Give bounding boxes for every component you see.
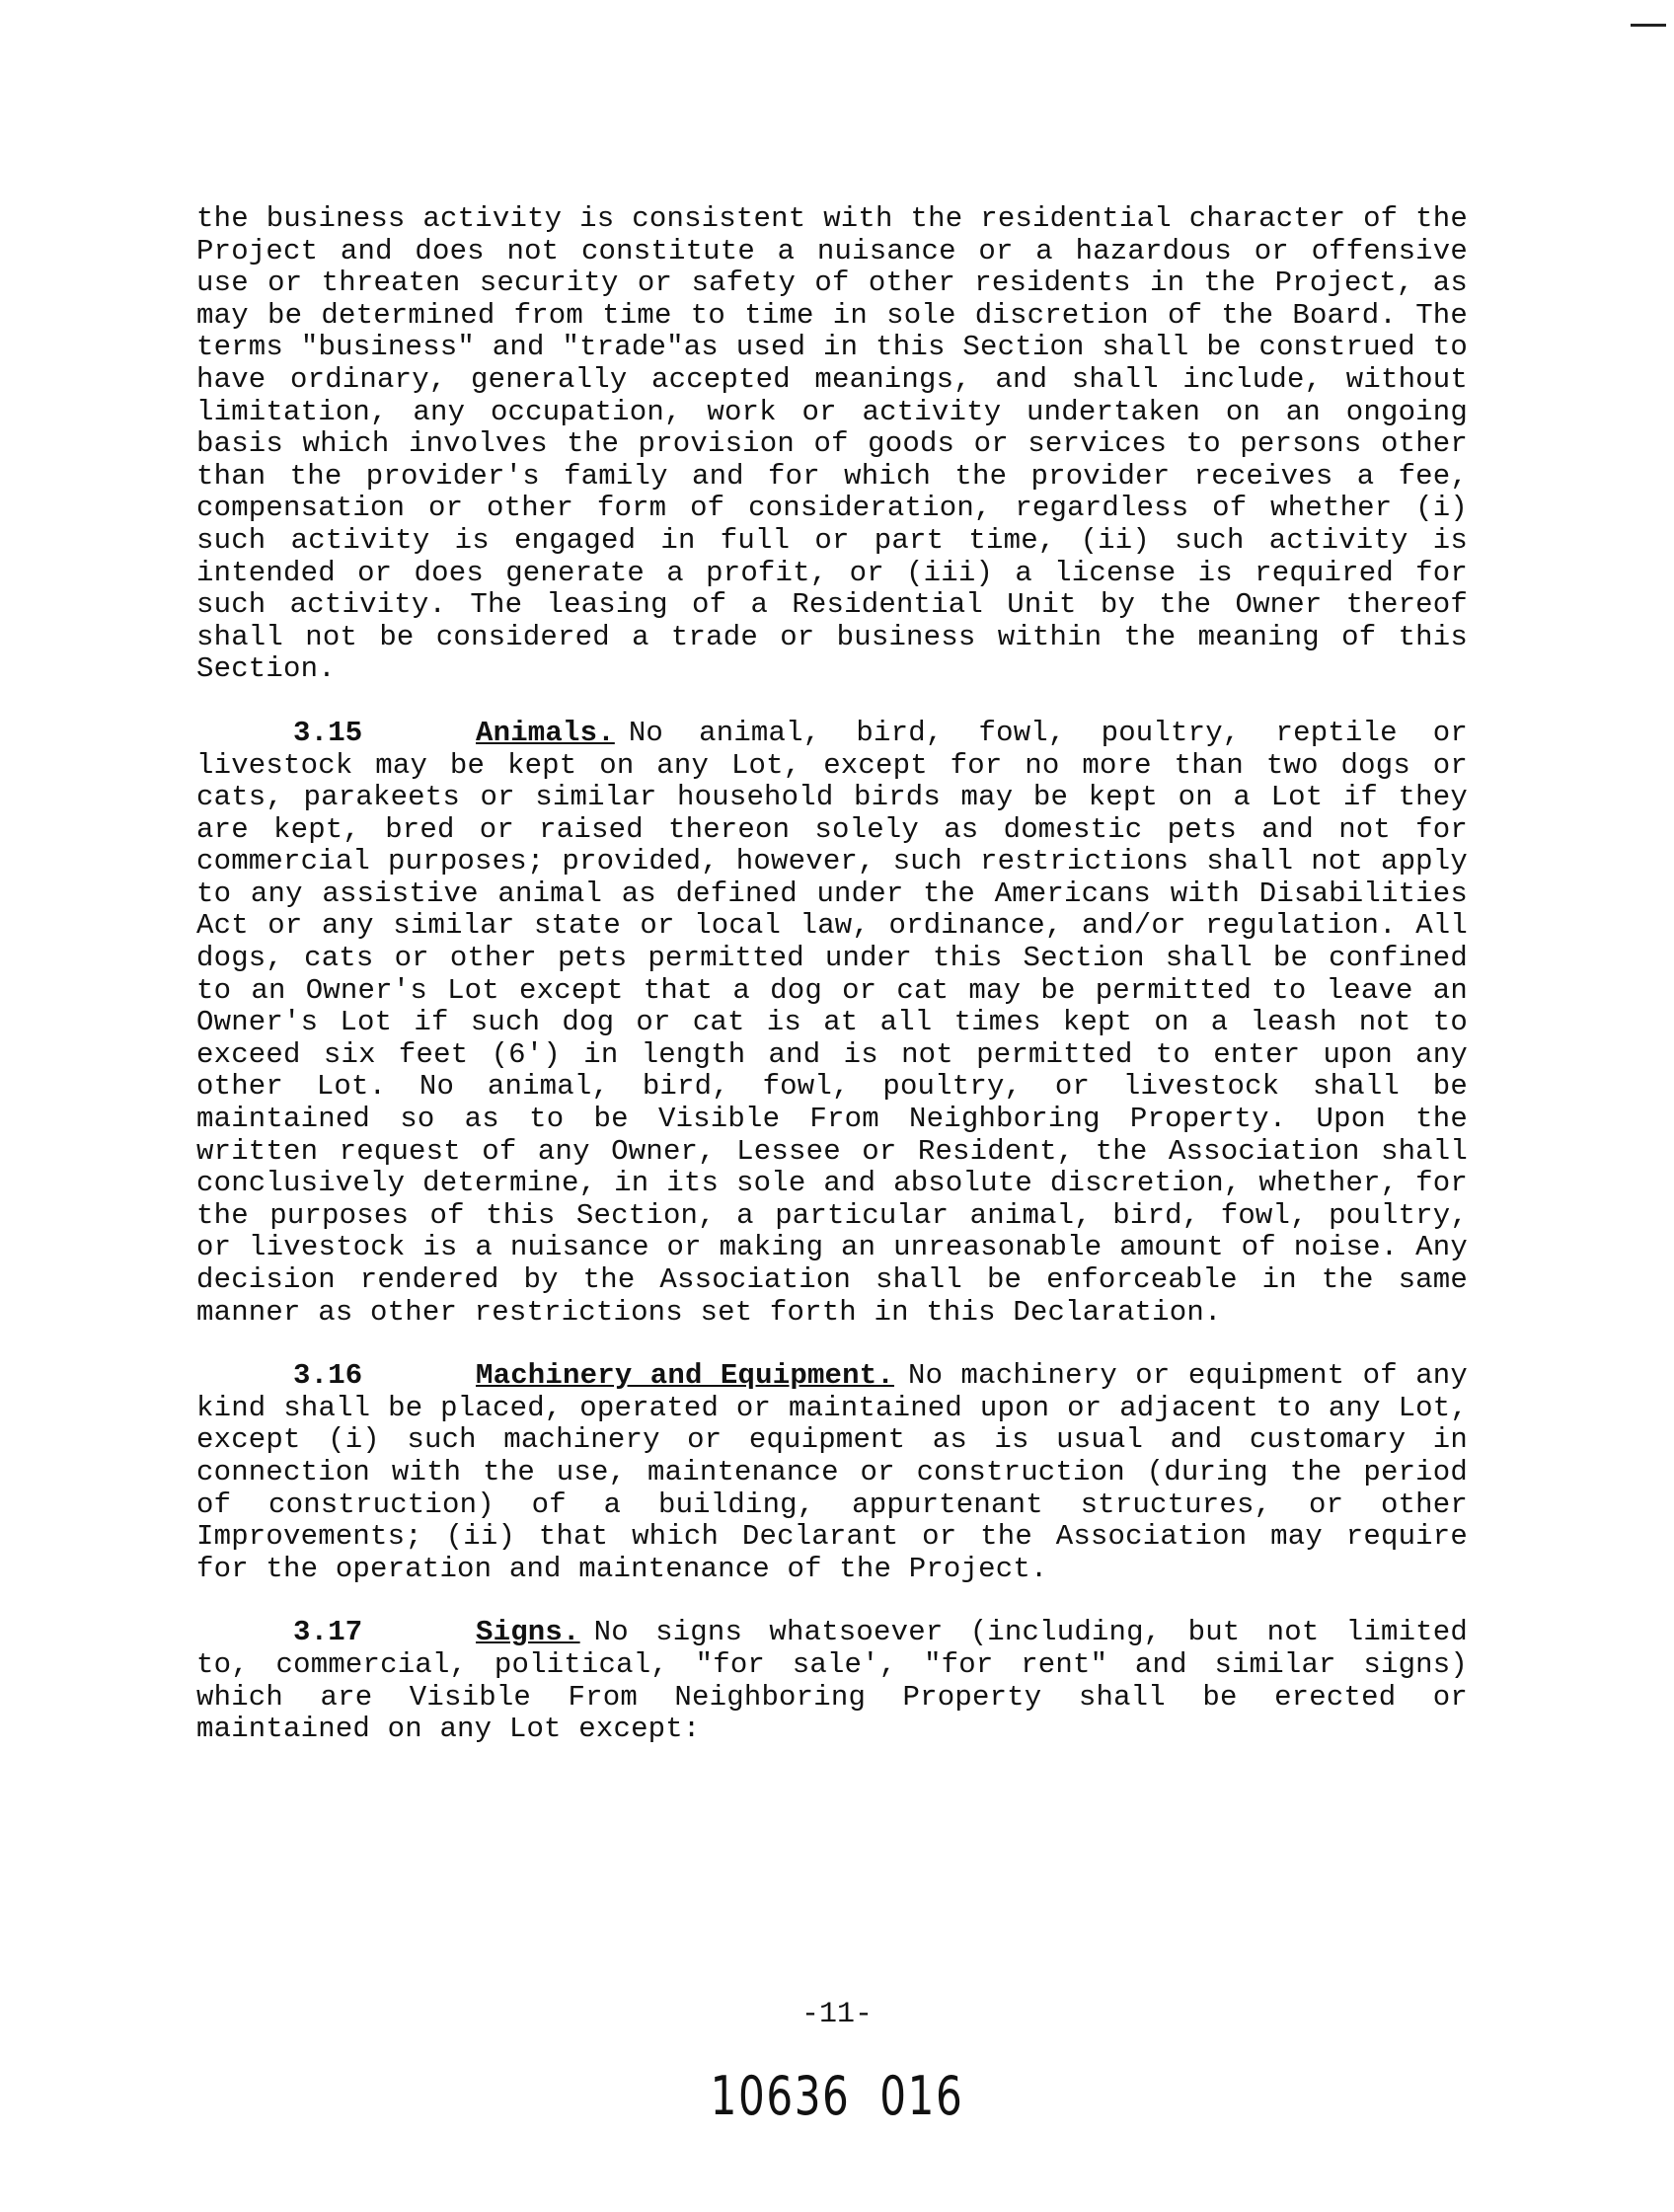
section-3-16 xyxy=(196,1360,1468,1585)
section-3-15 xyxy=(196,718,1468,1329)
section-body: No animal, bird, fowl, poultry, reptile or livestock may be kept on any Lot, except for no more than two dogs or cats, parakeets or similar household birds may be kept on a Lot if they are kept, bred or raised thereon solely as domestic pets and not for commercial purposes; provided, however, such restrictions shall not apply to any assistive animal as defined under the Americans with Disabilities Act or any similar state or local law, ordinance, and/or regulation. All dogs, cats or other pets permitted under this Section shall be confined to an Owner's Lot except that a dog or cat may be permitted to leave an Owner's Lot if such dog or cat is at all times kept on a leash not to exceed six feet (6') in length and is not permitted to enter upon any other Lot. No animal, bird, fowl, poultry, or livestock shall be maintained so as to be Visible From Neighboring Property. Upon the written request of any Owner, Lessee or Resident, the Association shall conclusively determine, in its sole and absolute discretion, whether, for the purposes of this Section, a particular animal, bird, fowl, poultry, or livestock is a nuisance or making an unreasonable amount of noise. Any decision rendered by the Association shall be enforceable in the same manner as other restrictions set forth in this Declaration. xyxy=(196,716,1468,1329)
section-body: No signs whatsoever (including, but not limited to, commercial, political, "for sale', "for rent" and similar signs) which are Visible From Neighboring Property shall be erected or maintained on any Lot except: xyxy=(196,1616,1468,1746)
section-title-animals: Animals. xyxy=(476,716,615,749)
recording-stamp: 10636 016 xyxy=(710,2065,964,2127)
document-body xyxy=(196,203,1468,1778)
section-3-17 xyxy=(196,1617,1468,1745)
page-number: -11- xyxy=(800,1998,873,2031)
section-body: No machinery or equipment of any kind shall be placed, operated or maintained upon or adjacent to any Lot, except (i) such machinery or equipment as is usual and customary in connection with the use, maintenance or construction (during the period of construction) of a building, appurtenant structures, or other Improvements; (ii) that which Declarant or the Association may require for the operation and maintenance of the Project. xyxy=(196,1359,1468,1585)
intro-paragraph: the business activity is consistent with the residential character of the Project and does not constitute a nuisance or a hazardous or offensive use or threaten security or safety of other residents in the Project, as may be determined from time to time in sole discretion of the Board. The terms "business" and "trade"as used in this Section shall be construed to have ordinary, generally accepted meanings, and shall include, without limitation, any occupation, work or activity undertaken on an ongoing basis which involves the provision of goods or services to persons other than the provider's family and for which the provider receives a fee, compensation or other form of consideration, regardless of whether (i) such activity is engaged in full or part time, (ii) such activity is intended or does generate a profit, or (iii) a license is required for such activity. The leasing of a Residential Unit by the Owner thereof shall not be considered a trade or business within the meaning of this Section. xyxy=(196,202,1468,686)
section-number: 3.15 xyxy=(293,716,363,749)
section-number: 3.17 xyxy=(293,1616,363,1649)
scan-corner-mark xyxy=(1631,24,1666,27)
section-number: 3.16 xyxy=(293,1359,363,1393)
section-title-signs: Signs. xyxy=(476,1616,580,1649)
section-title-machinery: Machinery and Equipment. xyxy=(476,1359,894,1393)
